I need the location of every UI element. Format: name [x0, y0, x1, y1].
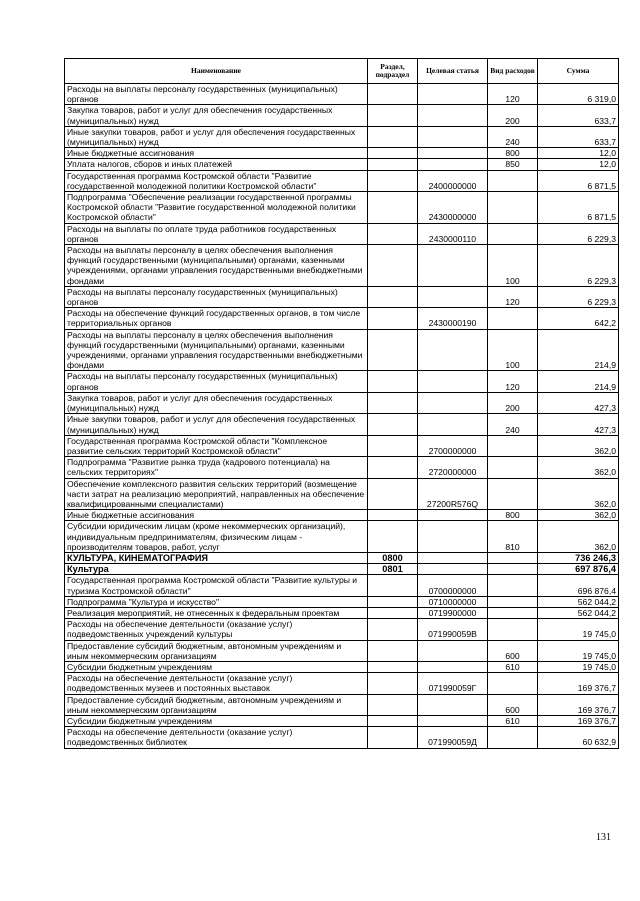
row-name-cell: Обеспечение комплексного развития сельских территорий (возмещение части затрат на реализацию мероприятий, направленных на обеспечение квалифицированными специалистами)	[65, 478, 368, 510]
row-name-cell: Реализация мероприятий, не отнесенных к федеральным проектам	[65, 607, 368, 618]
row-sum-cell: 362,0	[538, 435, 619, 456]
row-sum-cell: 427,3	[538, 414, 619, 435]
row-kind-cell	[488, 727, 538, 748]
row-kind-cell	[488, 575, 538, 596]
row-name-cell: Иные бюджетные ассигнования	[65, 510, 368, 521]
row-name-cell: КУЛЬТУРА, КИНЕМАТОГРАФИЯ	[65, 552, 368, 563]
row-target-cell: 2700000000	[418, 435, 488, 456]
row-kind-cell: 200	[488, 105, 538, 126]
row-section-cell	[368, 414, 418, 435]
row-kind-cell	[488, 223, 538, 244]
row-sum-cell: 362,0	[538, 510, 619, 521]
row-section-cell: 0801	[368, 564, 418, 575]
row-target-cell	[418, 661, 488, 672]
table-row	[65, 661, 619, 672]
row-target-cell	[418, 715, 488, 726]
row-name-cell: Расходы на выплаты персоналу в целях обеспечения выполнения функций государственными (муниципальными) органами, казенными учреждениями, органами управления государственными внебюджетными фондами	[65, 245, 368, 287]
row-kind-cell	[488, 673, 538, 694]
row-kind-cell: 100	[488, 329, 538, 371]
row-section-cell	[368, 84, 418, 105]
row-target-cell	[418, 564, 488, 575]
row-section-cell	[368, 619, 418, 640]
row-name-cell: Расходы на обеспечение деятельности (оказание услуг) подведомственных учреждений культуры	[65, 619, 368, 640]
row-kind-cell	[488, 192, 538, 224]
table-body	[65, 84, 619, 749]
row-name-cell: Расходы на выплаты персоналу государственных (муниципальных) органов	[65, 84, 368, 105]
table-row	[65, 564, 619, 575]
row-sum-cell: 736 246,3	[538, 552, 619, 563]
table-row	[65, 694, 619, 715]
row-kind-cell: 810	[488, 521, 538, 553]
row-sum-cell: 214,9	[538, 371, 619, 392]
table-row	[65, 126, 619, 147]
row-target-cell	[418, 329, 488, 371]
row-kind-cell: 240	[488, 126, 538, 147]
row-section-cell	[368, 575, 418, 596]
row-section-cell	[368, 308, 418, 329]
row-sum-cell: 12,0	[538, 148, 619, 159]
table-row	[65, 392, 619, 413]
row-kind-cell	[488, 308, 538, 329]
row-name-cell: Иные бюджетные ассигнования	[65, 148, 368, 159]
row-section-cell	[368, 148, 418, 159]
table-row	[65, 159, 619, 170]
page-number: 131	[596, 832, 611, 843]
table-row	[65, 619, 619, 640]
row-sum-cell: 362,0	[538, 457, 619, 478]
table-row	[65, 521, 619, 553]
row-sum-cell: 696 876,4	[538, 575, 619, 596]
row-sum-cell: 6 319,0	[538, 84, 619, 105]
row-name-cell: Закупка товаров, работ и услуг для обеспечения государственных (муниципальных) нужд	[65, 392, 368, 413]
row-name-cell: Иные закупки товаров, работ и услуг для обеспечения государственных (муниципальных) нужд	[65, 414, 368, 435]
row-target-cell: 27200R576Q	[418, 478, 488, 510]
row-name-cell: Расходы на выплаты персоналу государственных (муниципальных) органов	[65, 286, 368, 307]
row-target-cell: 2430000110	[418, 223, 488, 244]
row-target-cell	[418, 371, 488, 392]
table-row	[65, 148, 619, 159]
header-sum: Сумма	[538, 59, 619, 84]
row-sum-cell: 633,7	[538, 105, 619, 126]
row-sum-cell: 6 229,3	[538, 286, 619, 307]
row-sum-cell: 642,2	[538, 308, 619, 329]
table-row	[65, 435, 619, 456]
row-name-cell: Государственная программа Костромской области "Развитие государственной молодежной политики Костромской области"	[65, 170, 368, 191]
row-kind-cell: 600	[488, 640, 538, 661]
table-row	[65, 727, 619, 748]
row-sum-cell: 6 229,3	[538, 245, 619, 287]
table-header-row	[65, 59, 619, 84]
row-section-cell	[368, 478, 418, 510]
row-kind-cell	[488, 457, 538, 478]
table-row	[65, 170, 619, 191]
row-kind-cell	[488, 619, 538, 640]
table-row	[65, 192, 619, 224]
row-section-cell	[368, 640, 418, 661]
row-section-cell	[368, 192, 418, 224]
row-target-cell: 0719900000	[418, 607, 488, 618]
row-kind-cell: 120	[488, 371, 538, 392]
header-section: Раздел, подраздел	[368, 59, 418, 84]
row-target-cell	[418, 148, 488, 159]
row-kind-cell: 800	[488, 510, 538, 521]
row-section-cell	[368, 159, 418, 170]
row-target-cell: 2430000190	[418, 308, 488, 329]
row-section-cell	[368, 435, 418, 456]
row-sum-cell: 362,0	[538, 521, 619, 553]
row-sum-cell: 169 376,7	[538, 673, 619, 694]
table-row	[65, 552, 619, 563]
row-section-cell	[368, 607, 418, 618]
row-name-cell: Расходы на выплаты персоналу в целях обеспечения выполнения функций государственными (муниципальными) органами, казенными учреждениями, органами управления государственными внебюджетными фондами	[65, 329, 368, 371]
row-name-cell: Расходы на обеспечение функций государственных органов, в том числе территориальных органов	[65, 308, 368, 329]
row-section-cell	[368, 510, 418, 521]
row-target-cell	[418, 552, 488, 563]
row-name-cell: Расходы на выплаты персоналу государственных (муниципальных) органов	[65, 371, 368, 392]
row-target-cell	[418, 392, 488, 413]
row-sum-cell: 6 229,3	[538, 223, 619, 244]
row-kind-cell	[488, 170, 538, 191]
row-sum-cell: 19 745,0	[538, 661, 619, 672]
row-section-cell	[368, 392, 418, 413]
row-kind-cell: 120	[488, 286, 538, 307]
row-sum-cell: 6 871,5	[538, 170, 619, 191]
header-name: Наименование	[65, 59, 368, 84]
row-kind-cell	[488, 564, 538, 575]
row-sum-cell: 6 871,5	[538, 192, 619, 224]
row-kind-cell: 800	[488, 148, 538, 159]
row-target-cell: 071990059Г	[418, 673, 488, 694]
budget-table	[64, 58, 619, 749]
table-row	[65, 673, 619, 694]
table-row	[65, 575, 619, 596]
row-target-cell: 2430000000	[418, 192, 488, 224]
row-name-cell: Закупка товаров, работ и услуг для обеспечения государственных (муниципальных) нужд	[65, 105, 368, 126]
row-kind-cell: 240	[488, 414, 538, 435]
row-target-cell	[418, 126, 488, 147]
table-row	[65, 478, 619, 510]
row-sum-cell: 19 745,0	[538, 640, 619, 661]
row-name-cell: Культура	[65, 564, 368, 575]
row-kind-cell: 610	[488, 661, 538, 672]
row-target-cell: 2400000000	[418, 170, 488, 191]
row-target-cell: 071990059В	[418, 619, 488, 640]
table-row	[65, 308, 619, 329]
row-name-cell: Расходы на обеспечение деятельности (оказание услуг) подведомственных музеев и постоянных выставок	[65, 673, 368, 694]
row-name-cell: Подпрограмма "Развитие рынка труда (кадрового потенциала) на сельских территориях"	[65, 457, 368, 478]
row-sum-cell: 169 376,7	[538, 715, 619, 726]
row-target-cell	[418, 414, 488, 435]
row-kind-cell	[488, 596, 538, 607]
table-row	[65, 640, 619, 661]
table-row	[65, 607, 619, 618]
row-sum-cell: 362,0	[538, 478, 619, 510]
table-row	[65, 414, 619, 435]
row-target-cell: 071990059Д	[418, 727, 488, 748]
row-section-cell	[368, 126, 418, 147]
row-section-cell	[368, 715, 418, 726]
row-name-cell: Уплата налогов, сборов и иных платежей	[65, 159, 368, 170]
row-target-cell	[418, 694, 488, 715]
row-target-cell: 0700000000	[418, 575, 488, 596]
table-row	[65, 245, 619, 287]
table-row	[65, 286, 619, 307]
row-sum-cell: 697 876,4	[538, 564, 619, 575]
table-row	[65, 84, 619, 105]
row-name-cell: Предоставление субсидий бюджетным, автономным учреждениям и иным некоммерческим организациям	[65, 640, 368, 661]
row-target-cell	[418, 84, 488, 105]
row-name-cell: Предоставление субсидий бюджетным, автономным учреждениям и иным некоммерческим организациям	[65, 694, 368, 715]
row-section-cell	[368, 521, 418, 553]
row-section-cell	[368, 105, 418, 126]
table-row	[65, 596, 619, 607]
row-sum-cell: 562 044,2	[538, 596, 619, 607]
row-name-cell: Государственная программа Костромской области "Развитие культуры и туризма Костромской области"	[65, 575, 368, 596]
row-name-cell: Субсидии юридическим лицам (кроме некоммерческих организаций), индивидуальным предпринимателям, физическим лицам - производителям товаров, работ, услуг	[65, 521, 368, 553]
row-name-cell: Государственная программа Костромской области "Комплексное развитие сельских территорий Костромской области"	[65, 435, 368, 456]
row-section-cell	[368, 371, 418, 392]
row-section-cell	[368, 694, 418, 715]
row-section-cell	[368, 457, 418, 478]
row-sum-cell: 19 745,0	[538, 619, 619, 640]
table-row	[65, 510, 619, 521]
row-kind-cell: 600	[488, 694, 538, 715]
row-sum-cell: 60 632,9	[538, 727, 619, 748]
row-section-cell	[368, 673, 418, 694]
table-row	[65, 371, 619, 392]
row-target-cell	[418, 159, 488, 170]
row-sum-cell: 562 044,2	[538, 607, 619, 618]
table-row	[65, 223, 619, 244]
row-sum-cell: 427,3	[538, 392, 619, 413]
row-section-cell: 0800	[368, 552, 418, 563]
row-sum-cell: 214,9	[538, 329, 619, 371]
row-name-cell: Расходы на обеспечение деятельности (оказание услуг) подведомственных библиотек	[65, 727, 368, 748]
row-section-cell	[368, 661, 418, 672]
row-target-cell	[418, 286, 488, 307]
row-target-cell	[418, 640, 488, 661]
row-kind-cell	[488, 435, 538, 456]
row-section-cell	[368, 286, 418, 307]
row-target-cell: 0710000000	[418, 596, 488, 607]
row-sum-cell: 633,7	[538, 126, 619, 147]
header-kind: Вид расходов	[488, 59, 538, 84]
row-section-cell	[368, 596, 418, 607]
table-row	[65, 715, 619, 726]
table-row	[65, 457, 619, 478]
row-kind-cell: 610	[488, 715, 538, 726]
row-sum-cell: 12,0	[538, 159, 619, 170]
row-section-cell	[368, 170, 418, 191]
row-name-cell: Субсидии бюджетным учреждениям	[65, 661, 368, 672]
row-name-cell: Иные закупки товаров, работ и услуг для обеспечения государственных (муниципальных) нужд	[65, 126, 368, 147]
row-target-cell	[418, 245, 488, 287]
row-target-cell	[418, 510, 488, 521]
row-target-cell	[418, 521, 488, 553]
row-name-cell: Расходы на выплаты по оплате труда работников государственных органов	[65, 223, 368, 244]
row-kind-cell: 850	[488, 159, 538, 170]
table-row	[65, 329, 619, 371]
document-page	[64, 58, 618, 749]
row-section-cell	[368, 245, 418, 287]
row-section-cell	[368, 329, 418, 371]
row-kind-cell: 120	[488, 84, 538, 105]
row-target-cell: 2720000000	[418, 457, 488, 478]
row-kind-cell	[488, 552, 538, 563]
row-kind-cell: 100	[488, 245, 538, 287]
row-name-cell: Подпрограмма "Обеспечение реализации государственной программы Костромской области "Развитие государственной молодежной политики Костромской области"	[65, 192, 368, 224]
row-target-cell	[418, 105, 488, 126]
row-section-cell	[368, 223, 418, 244]
row-name-cell: Субсидии бюджетным учреждениям	[65, 715, 368, 726]
row-section-cell	[368, 727, 418, 748]
row-sum-cell: 169 376,7	[538, 694, 619, 715]
row-kind-cell: 200	[488, 392, 538, 413]
row-kind-cell	[488, 607, 538, 618]
row-name-cell: Подпрограмма "Культура и искусство"	[65, 596, 368, 607]
table-row	[65, 105, 619, 126]
row-kind-cell	[488, 478, 538, 510]
header-target: Целевая статья	[418, 59, 488, 84]
